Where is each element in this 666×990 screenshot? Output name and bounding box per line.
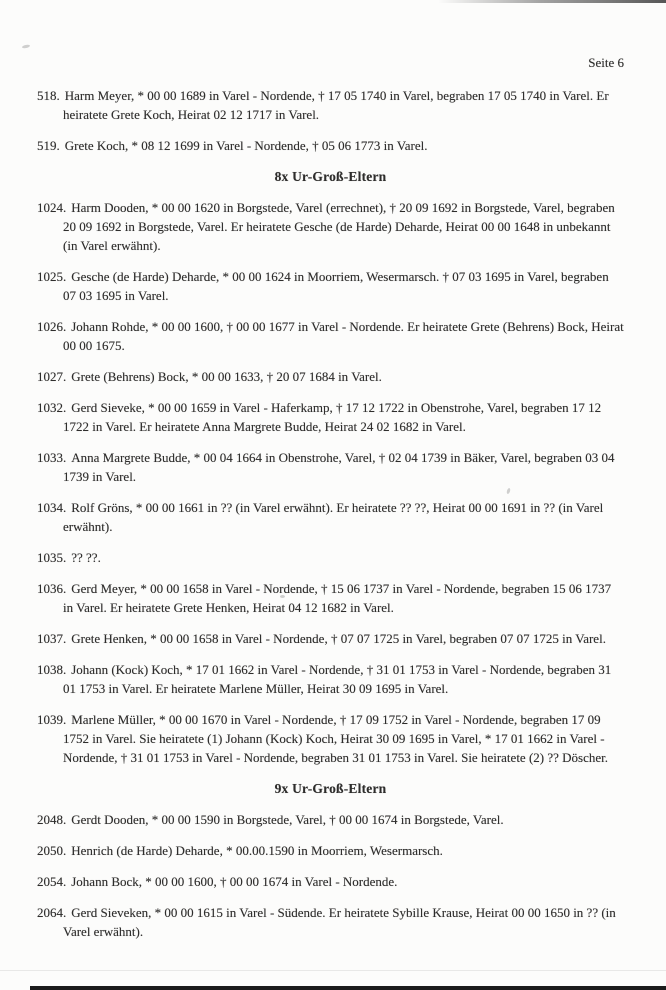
scan-artifact-bottom-bar — [30, 986, 666, 990]
genealogy-entry — [37, 872, 624, 891]
entry-number: 1038. — [37, 662, 67, 677]
entry-text: Gerd Sieveke, * 00 00 1659 in Varel - Haferkamp, † 17 12 1722 in Obenstrohe, Varel, begraben 17 12 1722 in Varel. Er heiratete Anna Margrete Budde, Heirat 24 02 1682 in Varel. — [63, 400, 602, 434]
entry-number: 1025. — [37, 269, 67, 284]
entry-text: Henrich (de Harde) Deharde, * 00.00.1590 in Moorriem, Wesermarsch. — [71, 843, 443, 858]
entry-number: 2054. — [37, 874, 67, 889]
entry-number: 2064. — [37, 905, 67, 920]
entry-text: Gerdt Dooden, * 00 00 1590 in Borgstede, Varel, † 00 00 1674 in Borgstede, Varel. — [71, 812, 504, 827]
entry-text: Gerd Meyer, * 00 00 1658 in Varel - Nordende, † 15 06 1737 in Varel - Nordende, begraben 15 06 1737 in Varel. Er heiratete Grete Henken, Heirat 04 12 1682 in Varel. — [63, 581, 612, 615]
entry-number: 1039. — [37, 712, 67, 727]
entry-number: 1035. — [37, 550, 67, 565]
entry-number: 518. — [37, 88, 60, 103]
entry-text: Marlene Müller, * 00 00 1670 in Varel - Nordende, † 17 09 1752 in Varel - Nordende, begraben 17 09 1752 in Varel. Sie heiratete (1) Johann (Kock) Koch, Heirat 30 09 1695 in Varel, * 17 01 1662 in Varel - Nordende, † 31 01 1753 in Varel - Nordende, begraben 31 01 1753 in Varel. Sie heiratete (2) ?? Döscher. — [63, 712, 608, 765]
entry-number: 1037. — [37, 631, 67, 646]
scan-artifact-faint-line — [0, 970, 666, 971]
genealogy-entry — [37, 267, 624, 305]
genealogy-entry — [37, 841, 624, 860]
entry-text: Harm Meyer, * 00 00 1689 in Varel - Nordende, † 17 05 1740 in Varel, begraben 17 05 1740 in Varel. Er heiratete Grete Koch, Heirat 02 12 1717 in Varel. — [63, 88, 609, 122]
entry-number: 1026. — [37, 319, 67, 334]
entry-number: 1036. — [37, 581, 67, 596]
scan-artifact-top-edge — [438, 0, 666, 3]
scan-speck — [22, 44, 30, 49]
page-number: Seite 6 — [588, 55, 624, 70]
entry-number: 2050. — [37, 843, 67, 858]
genealogy-entry — [37, 579, 624, 617]
genealogy-entry — [37, 548, 624, 567]
entry-text: Gesche (de Harde) Deharde, * 00 00 1624 in Moorriem, Wesermarsch. † 07 03 1695 in Varel, begraben 07 03 1695 in Varel. — [63, 269, 609, 303]
entry-text: Gerd Sieveken, * 00 00 1615 in Varel - Südende. Er heiratete Sybille Krause, Heirat 00 00 1650 in ?? (in Varel erwähnt). — [63, 905, 616, 939]
section-heading: 9x Ur-Groß-Eltern — [274, 781, 387, 796]
genealogy-entry — [37, 317, 624, 355]
entry-text: Grete Koch, * 08 12 1699 in Varel - Nordende, † 05 06 1773 in Varel. — [64, 138, 428, 153]
genealogy-entry — [37, 660, 624, 698]
genealogy-entry — [37, 198, 624, 255]
entry-text: Anna Margrete Budde, * 00 04 1664 in Obenstrohe, Varel, † 02 04 1739 in Bäker, Varel, begraben 03 04 1739 in Varel. — [63, 450, 615, 484]
entry-text: Grete (Behrens) Bock, * 00 00 1633, † 20 07 1684 in Varel. — [71, 369, 382, 384]
entry-number: 1027. — [37, 369, 67, 384]
genealogy-entry — [37, 86, 624, 124]
genealogy-entry — [37, 810, 624, 829]
genealogy-entry — [37, 629, 624, 648]
genealogy-entry — [37, 398, 624, 436]
entry-number: 2048. — [37, 812, 67, 827]
genealogy-entry — [37, 710, 624, 767]
entry-number: 1024. — [37, 200, 67, 215]
genealogy-entry — [37, 498, 624, 536]
entry-text: Grete Henken, * 00 00 1658 in Varel - Nordende, † 07 07 1725 in Varel, begraben 07 07 1725 in Varel. — [71, 631, 606, 646]
entry-text: Rolf Gröns, * 00 00 1661 in ?? (in Varel erwähnt). Er heiratete ?? ??, Heirat 00 00 1691 in ?? (in Varel erwähnt). — [63, 500, 604, 534]
genealogy-entry — [37, 367, 624, 386]
entry-number: 1034. — [37, 500, 67, 515]
section-heading: 8x Ur-Groß-Eltern — [274, 169, 387, 184]
genealogy-entry — [37, 903, 624, 941]
entry-text: ?? ??. — [71, 550, 101, 565]
genealogy-entry — [37, 136, 624, 155]
scan-speck — [506, 488, 511, 495]
genealogy-entry — [37, 448, 624, 486]
entry-number: 1033. — [37, 450, 67, 465]
entry-number: 519. — [37, 138, 60, 153]
entry-text: Johann (Kock) Koch, * 17 01 1662 in Varel - Nordende, † 31 01 1753 in Varel - Nordende, begraben 31 01 1753 in Varel. Er heiratete Marlene Müller, Heirat 30 09 1695 in Varel. — [63, 662, 612, 696]
entry-text: Johann Bock, * 00 00 1600, † 00 00 1674 in Varel - Nordende. — [71, 874, 398, 889]
entry-text: Johann Rohde, * 00 00 1600, † 00 00 1677 in Varel - Nordende. Er heiratete Grete (Behrens) Bock, Heirat 00 00 1675. — [63, 319, 624, 353]
entry-text: Harm Dooden, * 00 00 1620 in Borgstede, Varel (errechnet), † 20 09 1692 in Borgstede, Varel, begraben 20 09 1692 in Borgstede, Varel. Er heiratete Gesche (de Harde) Deharde, Heirat 00 00 1648 in unbekannt (in Varel erwähnt). — [63, 200, 615, 253]
entry-number: 1032. — [37, 400, 67, 415]
